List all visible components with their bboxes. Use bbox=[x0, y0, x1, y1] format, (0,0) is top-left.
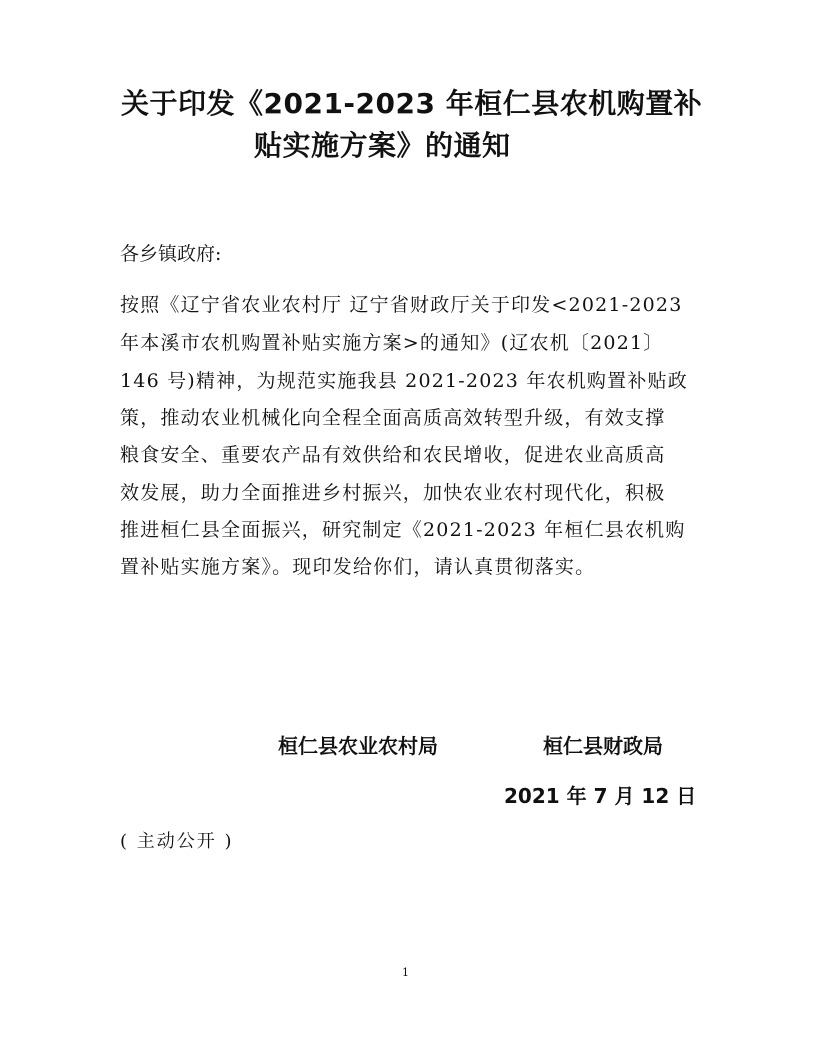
publicity-note: ( 主动公开 ) bbox=[120, 831, 234, 852]
document-title-line-1: 关于印发《2021-2023 年桓仁县农机购置补 bbox=[121, 87, 703, 120]
signing-date: 2021 年 7 月 12 日 bbox=[504, 784, 697, 808]
signing-agency-finance: 桓仁县财政局 bbox=[543, 734, 663, 758]
salutation: 各乡镇政府: bbox=[120, 243, 222, 265]
body-line: 推进桓仁县全面振兴，研究制定《2021-2023 年桓仁县农机购 bbox=[120, 519, 686, 541]
body-line: 146 号)精神，为规范实施我县 2021-2023 年农机购置补贴政 bbox=[120, 370, 688, 392]
document-title-line-2: 贴实施方案》的通知 bbox=[254, 129, 511, 162]
body-line: 效发展，助力全面推进乡村振兴，加快农业农村现代化，积极 bbox=[120, 482, 666, 504]
page-number: 1 bbox=[402, 966, 409, 979]
body-line: 策，推动农业机械化向全程全面高质高效转型升级，有效支撑 bbox=[120, 407, 666, 429]
signing-agency-agriculture: 桓仁县农业农村局 bbox=[278, 734, 438, 758]
body-line: 年本溪市农机购置补贴实施方案>的通知》(辽农机〔2021〕 bbox=[120, 332, 664, 354]
body-line: 粮食安全、重要农产品有效供给和农民增收，促进农业高质高 bbox=[120, 444, 666, 466]
body-line: 按照《辽宁省农业农村厅 辽宁省财政厅关于印发<2021-2023 bbox=[120, 294, 683, 316]
body-line: 置补贴实施方案》。现印发给你们，请认真贯彻落实。 bbox=[120, 556, 596, 578]
